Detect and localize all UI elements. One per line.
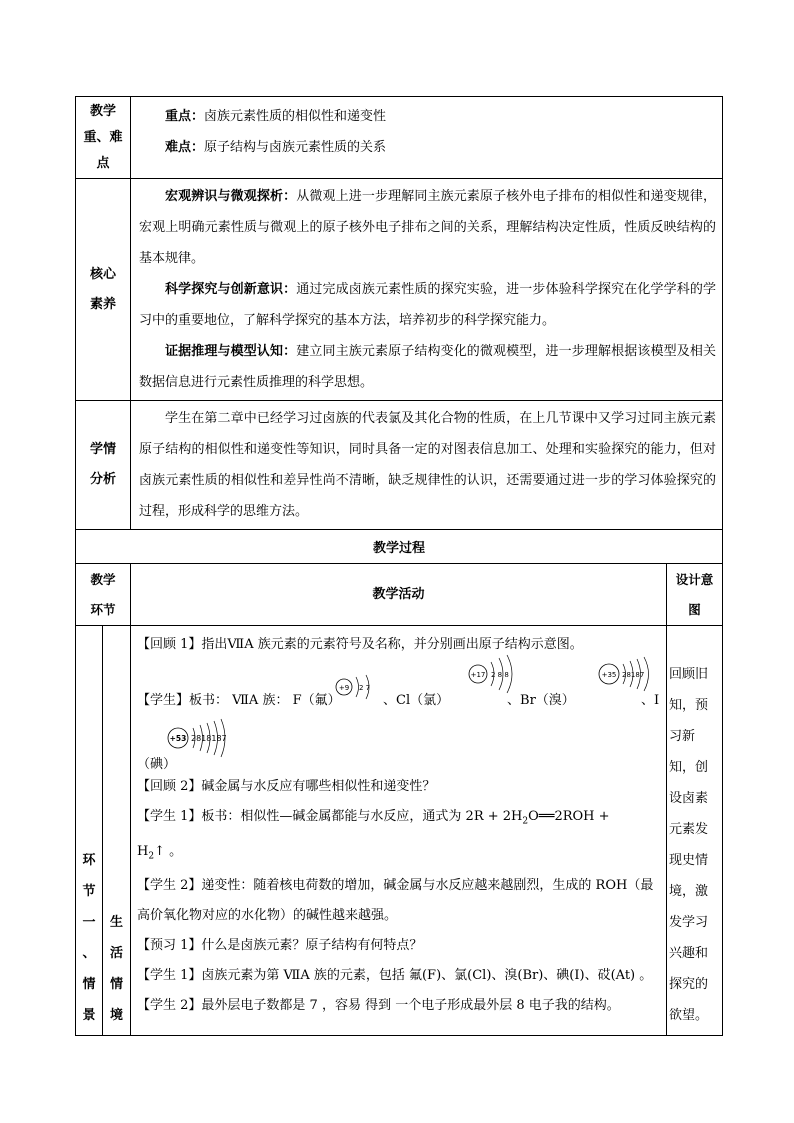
chlorine-label: 、Cl（氯） bbox=[383, 693, 450, 708]
stage-one-intent: 回顾旧知，预习新知，创设卤素元素发现史情境，激发学习兴趣和探究的欲望。 bbox=[667, 626, 723, 1036]
review-1: 【回顾 1】指出ⅦA 族元素的元素符号及名称，并分别画出原子结构示意图。 bbox=[137, 637, 583, 652]
literacy-paragraph-3: 证据推理与模型认知：建立同主族元素原子结构变化的微观模型，进一步理解根据该模型及相关数据信息进行元素性质推理的科学思想。 bbox=[139, 344, 716, 390]
iodine-name: （碘） bbox=[137, 757, 177, 772]
difficult-point: 难点：原子结构与卤族元素性质的关系 bbox=[165, 140, 387, 155]
analysis-content: 学生在第二章中已经学习过卤族的代表氯及其化合物的性质，在上几节课中又学习过同主族元素原子结构的相似性和递变性等知识，同时具备一定的对图表信息加工、处理和实验探究的能力，但对卤族元素性质的相似性和差异性尚不清晰，缺乏规律性的认识，还需要通过进一步的学习体验探究的过程，形成科学的思维方法。 bbox=[131, 401, 723, 530]
literacy-label: 核心 素养 bbox=[76, 179, 131, 401]
student-2-answer: 【学生 2】递变性：随着核电荷数的增加，碱金属与水反应越来越剧烈，生成的 ROH（最高价氧化物对应的水化物）的碱性越来越强。 bbox=[137, 878, 654, 924]
review-2: 【回顾 2】碱金属与水反应有哪些相似性和递变性？ bbox=[137, 779, 436, 794]
lesson-plan-table bbox=[75, 96, 723, 1036]
stage-one-row bbox=[76, 626, 723, 1036]
fluorine-atom-diagram bbox=[334, 670, 386, 702]
literacy-row bbox=[76, 179, 723, 401]
process-title-row bbox=[76, 530, 723, 564]
literacy-paragraph-1: 宏观辨识与微观探析：从微观上进一步理解同主族元素原子核外电子排布的相似性和递变规律，宏观上明确元素性质与微观上的原子核外电子排布之间的关系，理解结构决定性质，性质反映结构的基本规律。 bbox=[139, 189, 717, 266]
literacy-paragraph-2: 科学探究与创新意识：通过完成卤族元素性质的探究实验，进一步体验科学探究在化学学科的学习中的重要地位，了解科学探究的基本方法，培养初步的科学探究能力。 bbox=[139, 282, 716, 328]
focus-content bbox=[131, 97, 723, 179]
key-point: 重点：卤族元素性质的相似性和递变性 bbox=[165, 109, 387, 124]
chlorine-shells: 2 8 8 bbox=[491, 671, 509, 679]
process-title: 教学过程 bbox=[76, 530, 723, 564]
student-board-label: 【学生】板书： ⅦA 族： F（氟） bbox=[137, 693, 341, 708]
focus-label: 教学 重、难 点 bbox=[76, 97, 131, 179]
lesson-plan-page bbox=[75, 96, 722, 1036]
atom-line-1 bbox=[137, 660, 662, 716]
preview-1: 【预习 1】什么是卤族元素？原子结构有何特点？ bbox=[137, 938, 423, 954]
iodine-atom-diagram bbox=[165, 716, 249, 760]
fluorine-nucleus: +9 bbox=[338, 684, 350, 692]
iodine-nucleus: +53 bbox=[169, 734, 187, 743]
fluorine-shells: 2 7 bbox=[359, 684, 371, 692]
stage-one-label: 环 节 一 、 情 景 bbox=[76, 626, 103, 1036]
bromine-nucleus: +35 bbox=[601, 671, 617, 679]
chlorine-nucleus: +17 bbox=[470, 671, 486, 679]
intent-header: 设计意 图 bbox=[667, 564, 723, 626]
iodine-shells: 2818187 bbox=[191, 734, 227, 743]
bromine-shells: 28187 bbox=[622, 671, 645, 679]
literacy-content bbox=[131, 179, 723, 401]
iodine-label: 、I bbox=[641, 693, 660, 708]
process-header-row bbox=[76, 564, 723, 626]
stage-one-sublabel: 生 活 情 境 bbox=[103, 626, 131, 1036]
student-3-answer: 【学生 1】卤族元素为第 ⅦA 族的元素，包括 氟(F)、氯(Cl)、溴(Br)、碘(I)、砹(At) 。【学生 2】最外层电子数都是 7 ，容易 得到 一个电子形成最外层 8 电子我的结构。 bbox=[137, 968, 653, 1014]
atom-line-2 bbox=[137, 716, 662, 772]
activity-header: 教学活动 bbox=[131, 564, 667, 626]
stage-header: 教学 环节 bbox=[76, 564, 131, 626]
bromine-atom-diagram bbox=[597, 654, 673, 698]
stage-one-activity bbox=[131, 626, 667, 1036]
bromine-label: 、Br（溴） bbox=[507, 693, 575, 708]
student-1-answer: 【学生 1】板书：相似性—碱金属都能与水反应，通式为 $2R + 2H_2O══2ROH$ + $H_2↑$ 。 bbox=[137, 809, 610, 862]
analysis-row bbox=[76, 401, 723, 530]
focus-row bbox=[76, 97, 723, 179]
analysis-label: 学情 分析 bbox=[76, 401, 131, 530]
